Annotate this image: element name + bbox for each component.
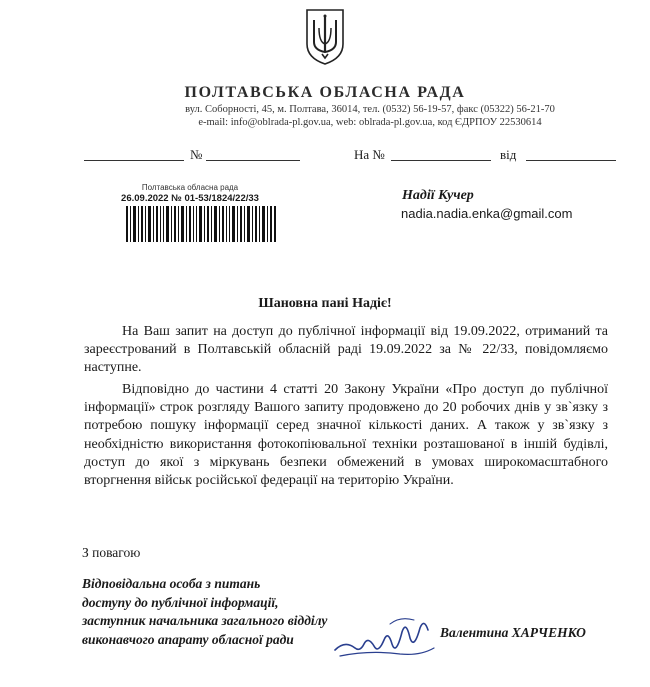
reply-to-number-line — [391, 160, 491, 161]
signatory-title-line-3: заступник начальника загального відділу — [82, 613, 328, 628]
recipient-email: nadia.nadia.enka@gmail.com — [401, 206, 573, 221]
address-line-1: вул. Соборності, 45, м. Полтава, 36014, тел. (0532) 56-19-57, факс (05322) 56-21-70 — [185, 104, 555, 115]
stamp-organization: Полтавська обласна рада — [141, 183, 239, 192]
body-paragraph-2: Відповідно до частини 4 статті 20 Закону України «Про доступ до публічної інформації» строк розгляду Вашого запиту продовжено до 20 робочих днів у зв`язку з потребою пошуку інформації серед значної кількості даних. А також у зв`язку з необхідністю використання фотокопіювальної техніки розташованої в іншій будівлі, доступ до якої з міркувань безпеки обмежений в умовах широкомасштабного вторгнення військ російської федерації на територію України. — [84, 382, 608, 489]
body-paragraph-1: На Ваш запит на доступ до публічної інформації від 19.09.2022, отриманий та зареєстрований в Полтавській обласній раді 19.09.2022 за № 22/33, повідомляємо наступне. — [84, 324, 608, 376]
handwritten-signature — [330, 610, 440, 670]
reply-to-number-label: На № — [354, 147, 385, 162]
signatory-title-line-2: доступу до публічної інформації, — [82, 594, 279, 610]
outgoing-number-line — [206, 160, 300, 161]
salutation: Шановна пані Надіє! — [258, 296, 392, 311]
recipient-name: Надії Кучер — [402, 188, 474, 203]
signatory-title-line-1: Відповідальна особа з питань — [82, 576, 261, 591]
coat-of-arms-icon — [303, 8, 347, 66]
organization-name: ПОЛТАВСЬКА ОБЛАСНА РАДА — [184, 84, 466, 101]
reply-date-line — [526, 160, 616, 161]
signatory-title-line-4: виконавчого апарату обласної ради — [82, 631, 294, 647]
reply-date-label: від — [500, 147, 517, 162]
address-line-2: e-mail: info@oblrada-pl.gov.ua, web: oblrada-pl.gov.ua, код ЄДРПОУ 22530614 — [198, 117, 542, 128]
closing-regards: З повагою — [82, 545, 141, 560]
signatory-name: Валентина ХАРЧЕНКО — [440, 625, 586, 640]
outgoing-date-line — [84, 160, 184, 161]
registration-number: 26.09.2022 № 01-53/1824/22/33 — [121, 193, 259, 204]
number-sign: № — [190, 147, 203, 162]
barcode-icon — [126, 206, 276, 242]
